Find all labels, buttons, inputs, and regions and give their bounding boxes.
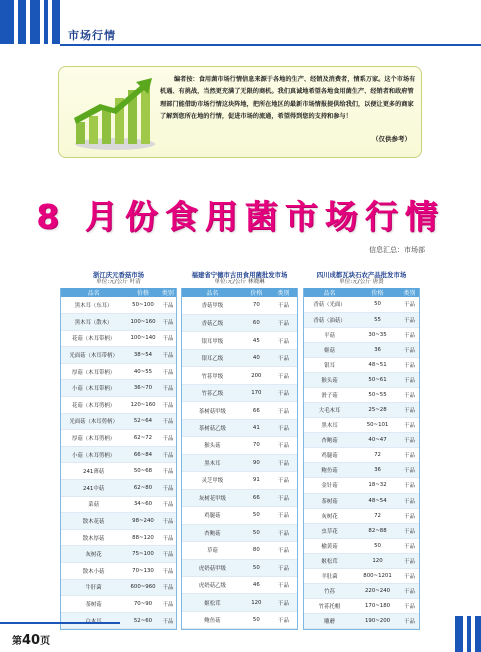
table-row <box>61 529 176 546</box>
cell-name: 灵芝甲级 <box>182 472 243 489</box>
table-row <box>304 372 419 387</box>
cell-name: 金针菇 <box>304 478 355 493</box>
header-type: 类别 <box>400 288 419 297</box>
table-row <box>61 463 176 480</box>
cell-price: 50~55 <box>355 387 400 402</box>
cell-price: 36 <box>355 342 400 357</box>
cell-price: 70 <box>243 297 270 314</box>
cell-type: 干品 <box>400 478 419 493</box>
cell-type: 干品 <box>160 397 176 414</box>
table-row <box>182 507 297 524</box>
cell-type: 干品 <box>270 437 297 454</box>
table-row <box>182 454 297 471</box>
footer-stripes <box>445 616 481 652</box>
section-title: 市场行情 <box>68 29 116 42</box>
cell-type: 干品 <box>270 332 297 349</box>
cell-type: 干品 <box>400 312 419 327</box>
cell-name: 241中菇 <box>61 480 126 497</box>
table-row <box>182 402 297 419</box>
market-title: 浙江庆元香菇市场 <box>92 271 145 279</box>
cell-name: 灰树花甲级 <box>182 489 243 506</box>
cell-type: 干品 <box>160 380 176 397</box>
cell-type: 干品 <box>400 387 419 402</box>
cell-name: 平菇 <box>304 327 355 342</box>
cell-name: 茶树菇甲级 <box>182 402 243 419</box>
cell-type: 干品 <box>160 446 176 463</box>
cell-type: 干品 <box>270 384 297 401</box>
cell-price: 72 <box>355 508 400 523</box>
cell-name: 香菇乙级 <box>182 314 243 331</box>
cell-name: 香菇（油菇） <box>304 312 355 327</box>
cell-type: 干品 <box>160 413 176 430</box>
cell-name: 光面菇（木耳带柄） <box>61 347 126 364</box>
cell-name: 羊肚菌 <box>304 568 355 583</box>
cell-price: 120~160 <box>126 397 160 414</box>
cell-name: 花菇（木耳带柄） <box>61 330 126 347</box>
page-prefix: 第 <box>12 636 22 647</box>
cell-price: 88~120 <box>126 529 160 546</box>
cell-price: 36~70 <box>126 380 160 397</box>
cell-price: 18~32 <box>355 478 400 493</box>
table-row <box>304 614 419 629</box>
header-type: 类别 <box>160 288 176 297</box>
cell-name: 黑木耳（东耳） <box>61 297 126 314</box>
cell-name: 草菇 <box>182 542 243 559</box>
header-divider <box>60 44 481 46</box>
table-row <box>304 433 419 448</box>
cell-price: 72 <box>355 448 400 463</box>
table-row <box>304 342 419 357</box>
header-name: 品名 <box>182 288 243 297</box>
cell-type: 干品 <box>270 454 297 471</box>
cell-type: 干品 <box>400 508 419 523</box>
cell-name: 银耳甲级 <box>182 332 243 349</box>
cell-type: 干品 <box>400 463 419 478</box>
cell-name: 241薄菇 <box>61 463 126 480</box>
cell-price: 50~68 <box>126 463 160 480</box>
cell-type: 干品 <box>400 433 419 448</box>
cell-name: 鲍鱼菇 <box>304 463 355 478</box>
market-unit: 单位:元/公斤 叶清 <box>96 279 141 285</box>
table-row <box>182 524 297 541</box>
cell-type: 干品 <box>270 472 297 489</box>
cell-name: 竹荪乙级 <box>182 384 243 401</box>
cell-price: 50 <box>355 538 400 553</box>
cell-price: 66~84 <box>126 446 160 463</box>
table-row <box>182 489 297 506</box>
cell-name: 姬松茸 <box>182 594 243 611</box>
cell-name: 黑木耳（散木） <box>61 314 126 331</box>
table-row <box>182 367 297 384</box>
table-row <box>182 542 297 559</box>
table-row <box>61 513 176 530</box>
cell-type: 干品 <box>270 559 297 576</box>
cell-name: 杏鲍菇 <box>304 433 355 448</box>
cell-name: 茶树菇乙级 <box>182 419 243 436</box>
header-price: 价格 <box>243 288 270 297</box>
cell-name: 香菇甲级 <box>182 297 243 314</box>
cell-type: 干品 <box>160 347 176 364</box>
cell-price: 70~130 <box>126 563 160 580</box>
cell-type: 干品 <box>400 568 419 583</box>
cell-type: 干品 <box>400 357 419 372</box>
cell-price: 60 <box>243 314 270 331</box>
cell-name: 牛肝菌 <box>61 579 126 596</box>
cell-name: 厚菇（木耳带柄） <box>61 363 126 380</box>
cell-type: 干品 <box>400 418 419 433</box>
table-row <box>182 594 297 611</box>
cell-name: 鲍鱼菇 <box>182 611 243 628</box>
cell-name: 茶树菇 <box>61 596 126 613</box>
cell-name: 厚菇（木耳剪柄） <box>61 430 126 447</box>
cell-type: 干品 <box>160 496 176 513</box>
cell-type: 干品 <box>160 546 176 563</box>
editor-note-text: 编者按：食用菌市场行情信息来源于各地的生产、经销及消费者，情系万家。这个市场有机遇、有挑战，当然更充满了无限的商机。我们真诚地希望各地食用菌生产、经销者和政府管理部门能借助市场行情这块阵地，把所在地区的最新市场情报提供给我们，以便让更多的商家了解到您所在地的行情，促进市场的流通，希望得到您的支持和参与！ <box>160 76 416 121</box>
cell-type: 干品 <box>160 480 176 497</box>
cell-name: 鸡腿菇 <box>304 448 355 463</box>
cell-name: 茶树菇 <box>304 493 355 508</box>
cell-name: 雕蘑 <box>304 614 355 629</box>
cell-name: 姬松茸 <box>304 553 355 568</box>
table-row <box>304 568 419 583</box>
table-row <box>304 493 419 508</box>
cell-price: 40 <box>243 349 270 366</box>
cell-type: 干品 <box>160 297 176 314</box>
table-row <box>182 349 297 366</box>
cell-price: 91 <box>243 472 270 489</box>
cell-type: 干品 <box>160 363 176 380</box>
cell-name: 小菇（木耳剪柄） <box>61 446 126 463</box>
table-row <box>304 327 419 342</box>
cell-name: 菜菇 <box>61 496 126 513</box>
market-unit: 单位:元/公斤 林晓琳 <box>214 279 265 285</box>
table-row <box>304 403 419 418</box>
cell-type: 干品 <box>270 524 297 541</box>
cell-type: 干品 <box>270 594 297 611</box>
cell-name: 杏鲍菇 <box>182 524 243 541</box>
cell-name: 竹荪 <box>304 583 355 598</box>
cell-type: 干品 <box>400 403 419 418</box>
footer-divider <box>0 622 120 624</box>
table-row <box>61 413 176 430</box>
cell-price: 90 <box>243 454 270 471</box>
cell-type: 干品 <box>270 349 297 366</box>
market-unit: 单位:元/公斤 唐贤 <box>339 279 384 285</box>
cell-price: 50~61 <box>355 372 400 387</box>
table-row <box>182 437 297 454</box>
page-number-value: 40 <box>22 633 41 648</box>
cell-price: 220~240 <box>355 583 400 598</box>
header-stripes <box>0 0 64 44</box>
cell-price: 41 <box>243 419 270 436</box>
cell-price: 70~90 <box>126 596 160 613</box>
cell-price: 30~35 <box>355 327 400 342</box>
cell-price: 48~51 <box>355 357 400 372</box>
cell-price: 50~100 <box>126 297 160 314</box>
cell-name: 鸡腿菇 <box>182 507 243 524</box>
cell-price: 50 <box>243 524 270 541</box>
table-row <box>304 463 419 478</box>
cell-price: 50 <box>243 611 270 628</box>
table-row <box>182 559 297 576</box>
table-row <box>61 563 176 580</box>
page-suffix: 页 <box>40 636 51 647</box>
cell-name: 黑木耳 <box>182 454 243 471</box>
cell-type: 干品 <box>270 577 297 594</box>
cell-name: 花菇（木耳剪柄） <box>61 397 126 414</box>
header-name: 品名 <box>304 288 355 297</box>
market-table-zhejiang <box>60 271 177 630</box>
table-row <box>304 538 419 553</box>
cell-type: 干品 <box>270 489 297 506</box>
cell-name: 虎奶菇乙级 <box>182 577 243 594</box>
cell-price: 46 <box>243 577 270 594</box>
cell-type: 干品 <box>160 529 176 546</box>
cell-price: 190~200 <box>355 614 400 629</box>
cell-price: 80 <box>243 542 270 559</box>
market-title: 福建省宁德市古田食用菌批发市场 <box>191 271 288 279</box>
table-row <box>61 314 176 331</box>
cell-price: 66 <box>243 402 270 419</box>
table-row <box>182 472 297 489</box>
cell-name: 灰树花 <box>304 508 355 523</box>
table-row <box>61 397 176 414</box>
table-row <box>61 546 176 563</box>
cell-type: 干品 <box>400 614 419 629</box>
table-row <box>304 599 419 614</box>
cell-price: 36 <box>355 463 400 478</box>
cell-price: 800~1201 <box>355 568 400 583</box>
cell-type: 干品 <box>270 314 297 331</box>
cell-type: 干品 <box>160 430 176 447</box>
cell-type: 干品 <box>160 596 176 613</box>
table-row <box>182 611 297 628</box>
table-row <box>304 508 419 523</box>
cell-type: 干品 <box>400 523 419 538</box>
cell-type: 干品 <box>160 579 176 596</box>
cell-name: 虎奶菇甲级 <box>182 559 243 576</box>
table-row <box>182 332 297 349</box>
cell-price: 75~100 <box>126 546 160 563</box>
cell-type: 干品 <box>160 513 176 530</box>
cell-price: 40~47 <box>355 433 400 448</box>
cell-name: 榆黄菇 <box>304 538 355 553</box>
cell-name: 大毛木耳 <box>304 403 355 418</box>
cell-type: 干品 <box>400 327 419 342</box>
cell-name: 姬菇 <box>304 342 355 357</box>
info-source: 信息汇总：市场部 <box>369 246 425 254</box>
table-row <box>61 446 176 463</box>
cell-type: 干品 <box>400 493 419 508</box>
header-price: 价格 <box>126 288 160 297</box>
cell-name: 银耳 <box>304 357 355 372</box>
cell-price: 120 <box>355 553 400 568</box>
table-row <box>61 430 176 447</box>
cell-price: 200 <box>243 367 270 384</box>
cell-type: 干品 <box>400 448 419 463</box>
cell-price: 170 <box>243 384 270 401</box>
table-row <box>61 480 176 497</box>
table-row <box>61 363 176 380</box>
cell-name: 竹荪托帽 <box>304 599 355 614</box>
cell-price: 50 <box>355 297 400 312</box>
table-row <box>61 347 176 364</box>
table-row <box>61 612 176 629</box>
cell-price: 100~140 <box>126 330 160 347</box>
cell-type: 干品 <box>160 612 176 629</box>
table-row <box>304 357 419 372</box>
cell-name: 黑木耳 <box>304 418 355 433</box>
cell-price: 25~28 <box>355 403 400 418</box>
cell-price: 45 <box>243 332 270 349</box>
cell-type: 干品 <box>160 314 176 331</box>
table-row <box>304 418 419 433</box>
table-row <box>304 312 419 327</box>
cell-type: 干品 <box>270 367 297 384</box>
cell-price: 52~60 <box>126 612 160 629</box>
cell-price: 50~101 <box>355 418 400 433</box>
cell-type: 干品 <box>400 297 419 312</box>
table-row <box>304 297 419 312</box>
cell-name: 猴头菇 <box>304 372 355 387</box>
cell-type: 干品 <box>160 330 176 347</box>
cell-price: 100~160 <box>126 314 160 331</box>
cell-price: 170~180 <box>355 599 400 614</box>
cell-type: 干品 <box>400 553 419 568</box>
table-row <box>61 579 176 596</box>
cell-price: 55 <box>355 312 400 327</box>
cell-price: 98~240 <box>126 513 160 530</box>
cell-type: 干品 <box>400 583 419 598</box>
cell-type: 干品 <box>400 372 419 387</box>
cell-price: 66 <box>243 489 270 506</box>
cell-type: 干品 <box>270 297 297 314</box>
table-row <box>182 419 297 436</box>
cell-type: 干品 <box>160 563 176 580</box>
cell-price: 50 <box>243 559 270 576</box>
cell-name: 猴头菇 <box>182 437 243 454</box>
header-name: 品名 <box>61 288 126 297</box>
cell-name: 银耳乙级 <box>182 349 243 366</box>
cell-name: 小菇（木耳带柄） <box>61 380 126 397</box>
cell-type: 干品 <box>270 402 297 419</box>
cell-name: 散木花菇 <box>61 513 126 530</box>
table-row <box>182 577 297 594</box>
table-row <box>182 297 297 314</box>
cell-type: 干品 <box>400 538 419 553</box>
cell-price: 40~55 <box>126 363 160 380</box>
table-row <box>304 478 419 493</box>
cell-price: 50 <box>243 507 270 524</box>
cell-price: 62~80 <box>126 480 160 497</box>
cell-name: 散木小菇 <box>61 563 126 580</box>
cell-name: 滑子菇 <box>304 387 355 402</box>
market-table-sichuan <box>303 271 420 630</box>
cell-name: 虫草花 <box>304 523 355 538</box>
bar-chart-icon <box>70 70 160 152</box>
cell-price: 48~54 <box>355 493 400 508</box>
cell-name: 光面菇（木耳剪柄） <box>61 413 126 430</box>
table-row <box>61 380 176 397</box>
cell-price: 34~60 <box>126 496 160 513</box>
cell-price: 38~54 <box>126 347 160 364</box>
note-disclaimer: （仅供参考） <box>372 135 411 143</box>
cell-type: 干品 <box>270 611 297 628</box>
cell-price: 70 <box>243 437 270 454</box>
market-title: 四川成都瓦块石农产品批发市场 <box>316 271 407 279</box>
page-number <box>12 632 50 648</box>
table-row <box>61 297 176 314</box>
table-row <box>61 596 176 613</box>
cell-name <box>61 612 126 629</box>
cell-type: 干品 <box>270 419 297 436</box>
header-price: 价格 <box>355 288 400 297</box>
table-row <box>182 384 297 401</box>
header-type: 类别 <box>270 288 297 297</box>
cell-type: 干品 <box>270 507 297 524</box>
cell-type: 干品 <box>270 542 297 559</box>
page-title: 8 月份食用菌市场行情 <box>36 197 445 236</box>
table-row <box>61 496 176 513</box>
cell-price: 82~88 <box>355 523 400 538</box>
cell-type: 干品 <box>160 463 176 480</box>
cell-name: 香菇（光面） <box>304 297 355 312</box>
cell-price: 62~72 <box>126 430 160 447</box>
cell-name: 灰树花 <box>61 546 126 563</box>
table-row <box>304 523 419 538</box>
cell-price: 120 <box>243 594 270 611</box>
cell-price: 600~960 <box>126 579 160 596</box>
table-row <box>304 448 419 463</box>
table-row <box>61 330 176 347</box>
table-row <box>182 314 297 331</box>
table-row <box>304 387 419 402</box>
table-row <box>304 583 419 598</box>
cell-price: 52~64 <box>126 413 160 430</box>
cell-name: 竹荪甲级 <box>182 367 243 384</box>
cell-type: 干品 <box>400 599 419 614</box>
market-table-fujian <box>181 271 298 630</box>
cell-name: 散木厚菇 <box>61 529 126 546</box>
table-row <box>304 553 419 568</box>
cell-type: 干品 <box>400 342 419 357</box>
